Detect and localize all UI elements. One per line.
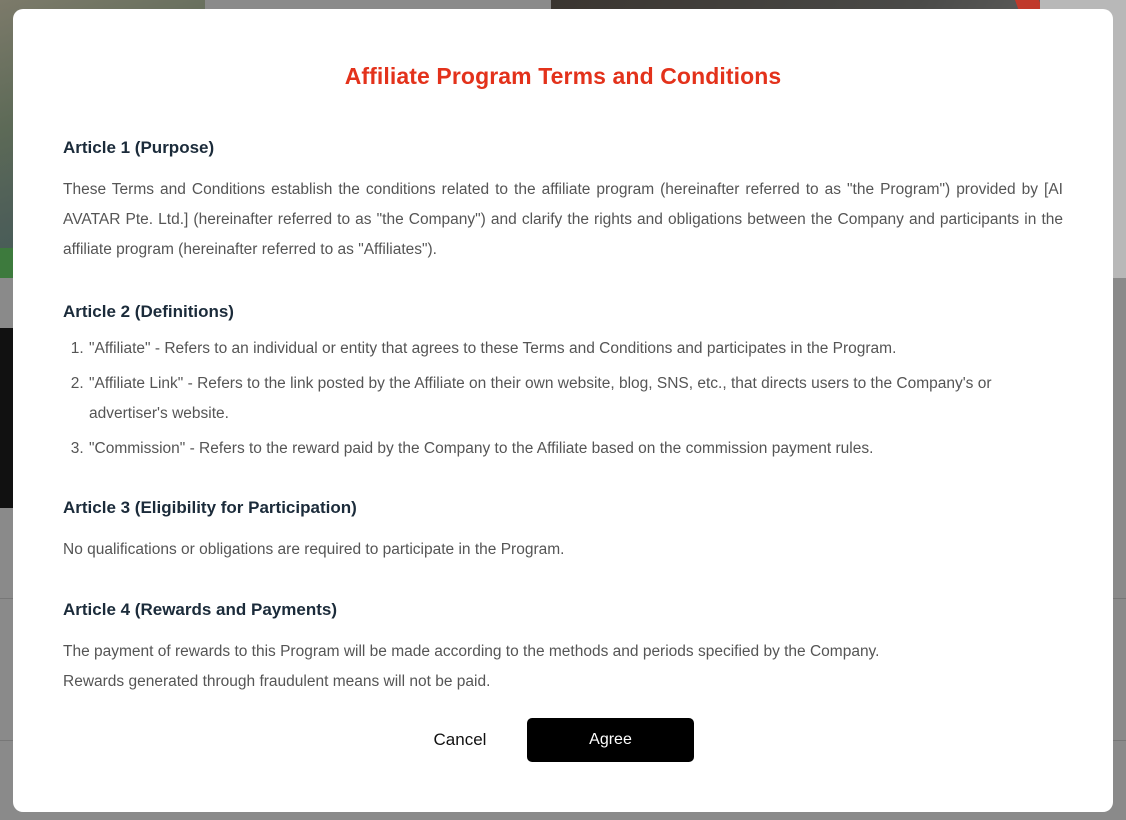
article-line: Rewards generated through fraudulent means will not be paid.: [63, 673, 491, 690]
list-item: 3. "Commission" - Refers to the reward paid by the Company to the Affiliate based on the commission payment rules.: [88, 434, 1063, 464]
article-heading: Article 4 (Rewards and Payments): [63, 600, 337, 619]
article-line: The payment of rewards to this Program will be made according to the methods and periods specified by the Company.: [63, 643, 880, 660]
article-heading: Article 2 (Definitions): [63, 302, 234, 321]
modal-title: Affiliate Program Terms and Conditions: [344, 63, 782, 89]
article-body: [63, 637, 1063, 697]
article-heading: Article 3 (Eligibility for Participation): [63, 498, 357, 517]
background-dark-panel: [0, 328, 14, 508]
terms-content: [63, 137, 1063, 697]
definitions-list: [63, 334, 1063, 464]
article-rewards: [63, 599, 1063, 697]
terms-modal: [13, 9, 1113, 812]
list-item: 1. "Affiliate" - Refers to an individual or entity that agrees to these Terms and Conditions and participates in the Program.: [88, 334, 1063, 364]
article-eligibility: [63, 497, 1063, 565]
article-purpose: [63, 137, 1063, 265]
article-body: These Terms and Conditions establish the conditions related to the affiliate program (hereinafter referred to as "the Program") provided by [AI AVATAR Pte. Ltd.] (hereinafter referred to as "the Company") and clarify the rights and obligations between the Company and participants in the affiliate program (hereinafter referred to as "Affiliates").: [63, 181, 1063, 258]
article-heading: Article 1 (Purpose): [63, 138, 215, 157]
agree-button[interactable]: Agree: [527, 718, 694, 762]
cancel-button[interactable]: Cancel: [398, 718, 522, 762]
list-item: 2. "Affiliate Link" - Refers to the link posted by the Affiliate on their own website, blog, SNS, etc., that directs users to the Company's or advertiser's website.: [88, 369, 1063, 429]
article-body: No qualifications or obligations are required to participate in the Program.: [63, 541, 565, 558]
modal-actions: [13, 718, 1113, 762]
article-definitions: [63, 301, 1063, 464]
